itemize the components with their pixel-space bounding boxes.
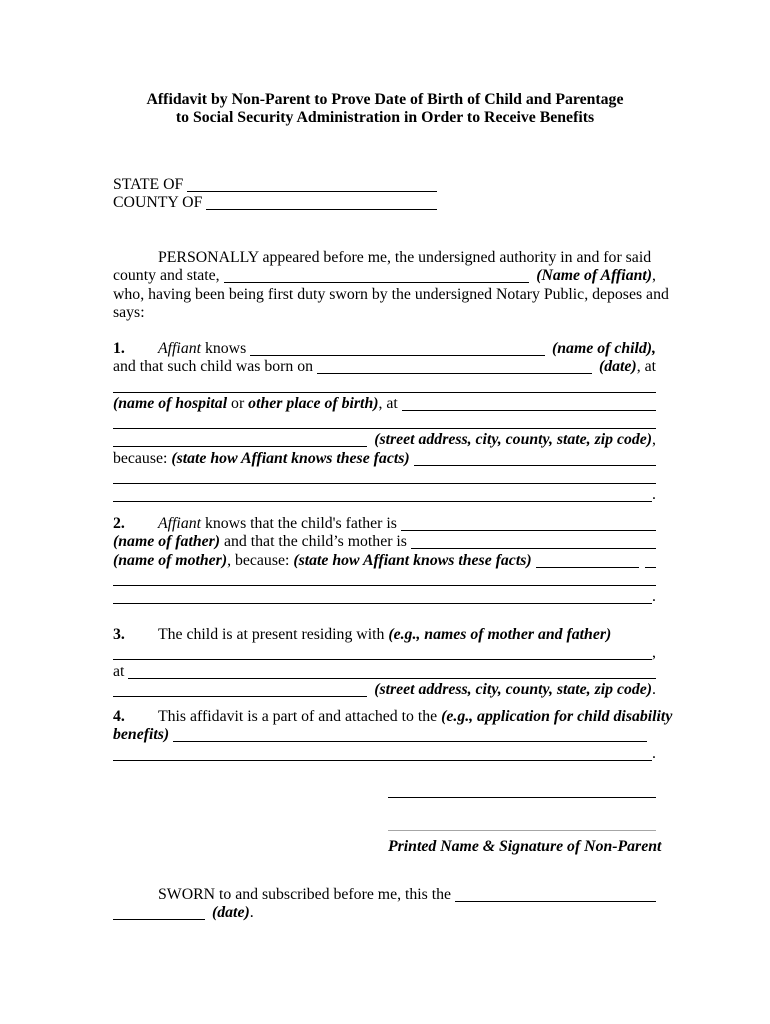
item-4-line-3 — [113, 745, 656, 763]
venue-block — [113, 176, 656, 213]
county-of-label: ​ COUNTY OF — [113, 194, 207, 212]
item-1-number: ​ 1. — [113, 340, 125, 357]
item-1-text: or — [227, 394, 249, 412]
item-3-number: ​ 3. — [113, 626, 125, 643]
item-1-line-8 — [113, 468, 656, 486]
signature-rule — [388, 797, 656, 798]
item-3-text: ​ , — [652, 644, 656, 662]
sworn-text: ​ SWORN to and subscribed before me, this the — [158, 886, 456, 903]
blank-line — [536, 567, 639, 568]
signature-rule-gray — [388, 830, 656, 831]
place-of-birth-hint: other place of birth) — [248, 394, 379, 412]
item-1-line-6 — [113, 431, 656, 449]
item-1-text: , at — [636, 358, 656, 376]
blank-line — [206, 209, 437, 210]
signature-line-2 — [388, 815, 656, 833]
document-title — [0, 91, 770, 127]
intro-line-1 — [113, 249, 656, 267]
blank-line — [224, 282, 530, 283]
item-3 — [113, 626, 656, 699]
item-3-line-3 — [113, 663, 656, 681]
item-1-line-2 — [113, 358, 656, 376]
item-4-number: ​ 4. — [113, 708, 125, 725]
item-1-text: , at — [378, 394, 402, 412]
sworn-line-2 — [113, 904, 656, 922]
facts-hint: (state how Affiant knows these facts) — [171, 449, 414, 467]
item-1-text: ​ because: — [113, 449, 172, 467]
state-of-line — [113, 176, 437, 194]
item-2-line-1 — [113, 515, 656, 533]
application-hint: ​ benefits) — [113, 726, 174, 744]
item-4-text: This affidavit is a part of and attached to the — [158, 708, 442, 725]
signature-block — [388, 782, 662, 856]
intro-text: , — [652, 267, 656, 285]
intro-text: ​ county and state, — [113, 267, 224, 285]
facts-hint: (state how Affiant knows these facts) — [293, 551, 536, 569]
item-2-text: knows that the child's father is — [201, 515, 401, 532]
blank-line — [113, 428, 656, 429]
blank-line — [411, 548, 656, 549]
intro-line-2 — [113, 267, 656, 285]
name-of-father-hint: ​ (name of father) — [113, 533, 221, 551]
item-1-line-7 — [113, 450, 656, 468]
item-1-line-9 — [113, 486, 656, 504]
item-1-text: knows — [201, 340, 251, 357]
street-address-hint: ​ (street address, city, county, state, zip code) — [374, 680, 653, 698]
affiant-word: Affiant — [158, 340, 202, 357]
blank-line — [113, 501, 652, 502]
item-3-line-4 — [113, 681, 656, 699]
name-of-affiant-hint: (Name of Affiant) — [536, 267, 653, 285]
hospital-hint: ​ (name of hospital — [113, 394, 228, 412]
blank-line — [187, 191, 437, 192]
intro-line-4 — [113, 304, 656, 322]
item-1-text: ​ and that such child was born on — [113, 358, 318, 376]
blank-line — [113, 603, 652, 604]
intro-text: ​ who, having been being first duty sworn by the undersigned Notary Public, deposes and — [113, 285, 669, 303]
title-line-1: Affidavit by Non-Parent to Prove Date of Birth of Child and Parentage — [146, 91, 624, 108]
name-of-child-hint: (name of child), — [552, 340, 656, 357]
blank-line — [173, 741, 647, 742]
item-2-text: , because: — [227, 551, 294, 569]
blank-line — [113, 760, 652, 761]
intro-line-3 — [113, 285, 669, 304]
item-2-line-3 — [113, 552, 656, 570]
sworn-text: . — [249, 904, 254, 922]
blank-line — [113, 919, 205, 920]
mother-father-names-hint: (e.g., names of mother and father) — [388, 626, 612, 643]
street-address-hint: ​ (street address, city, county, state, zip code) — [374, 431, 653, 449]
blank-line — [455, 901, 656, 902]
affiant-word: Affiant — [158, 515, 202, 532]
item-2-line-2 — [113, 533, 656, 551]
signature-caption: Printed Name & Signature of Non-Parent — [388, 837, 662, 855]
item-3-text: . — [652, 680, 656, 698]
county-of-line — [113, 194, 437, 212]
sworn-block — [113, 886, 656, 923]
intro-text: ​ PERSONALLY appeared before me, the undersigned authority in and for said — [158, 249, 652, 266]
blank-line — [250, 355, 545, 356]
name-of-mother-hint: ​ (name of mother) — [113, 551, 228, 569]
sworn-line-1 — [113, 886, 656, 904]
state-of-label: ​ STATE OF — [113, 176, 188, 193]
blank-line — [645, 567, 656, 568]
item-2-number: ​ 2. — [113, 515, 125, 532]
item-2 — [113, 515, 656, 606]
date-hint: (date) — [598, 358, 637, 376]
item-1-line-1 — [113, 340, 656, 358]
item-4 — [113, 708, 673, 763]
item-1 — [113, 340, 656, 505]
blank-line — [414, 465, 656, 466]
item-2-text: and that the child’s mother is — [220, 533, 411, 551]
item-1-line-4 — [113, 395, 656, 413]
intro-paragraph — [113, 249, 669, 322]
item-1-line-3 — [113, 377, 656, 395]
blank-line — [113, 483, 656, 484]
date-hint: ​ (date) — [212, 904, 250, 922]
application-hint: (e.g., application for child disability — [441, 708, 673, 725]
signature-spacer — [388, 800, 656, 815]
item-2-line-4 — [113, 570, 656, 588]
blank-line — [113, 585, 656, 586]
title-line-2: to Social Security Administration in Order to Receive Benefits — [175, 109, 595, 126]
blank-line — [402, 410, 656, 411]
blank-line — [401, 530, 656, 531]
intro-text: ​ says: — [113, 303, 145, 321]
item-1-line-5 — [113, 413, 656, 431]
blank-line — [317, 373, 592, 374]
item-1-text: ​ . — [652, 486, 656, 504]
signature-line-1 — [388, 782, 656, 800]
item-3-text: ​ at — [113, 662, 129, 680]
item-4-line-1 — [113, 708, 673, 726]
item-3-line-1 — [113, 626, 656, 644]
item-2-line-5 — [113, 588, 656, 606]
item-4-text: ​ . — [652, 744, 656, 762]
blank-line — [113, 446, 367, 447]
item-4-line-2 — [113, 726, 656, 744]
blank-line — [113, 392, 656, 393]
item-1-text: , — [652, 431, 656, 449]
blank-line — [128, 678, 656, 679]
item-2-text: ​ . — [652, 588, 656, 606]
item-3-line-2 — [113, 644, 656, 662]
blank-line — [113, 696, 367, 697]
item-3-text: The child is at present residing with — [158, 626, 389, 643]
blank-line — [113, 659, 652, 660]
